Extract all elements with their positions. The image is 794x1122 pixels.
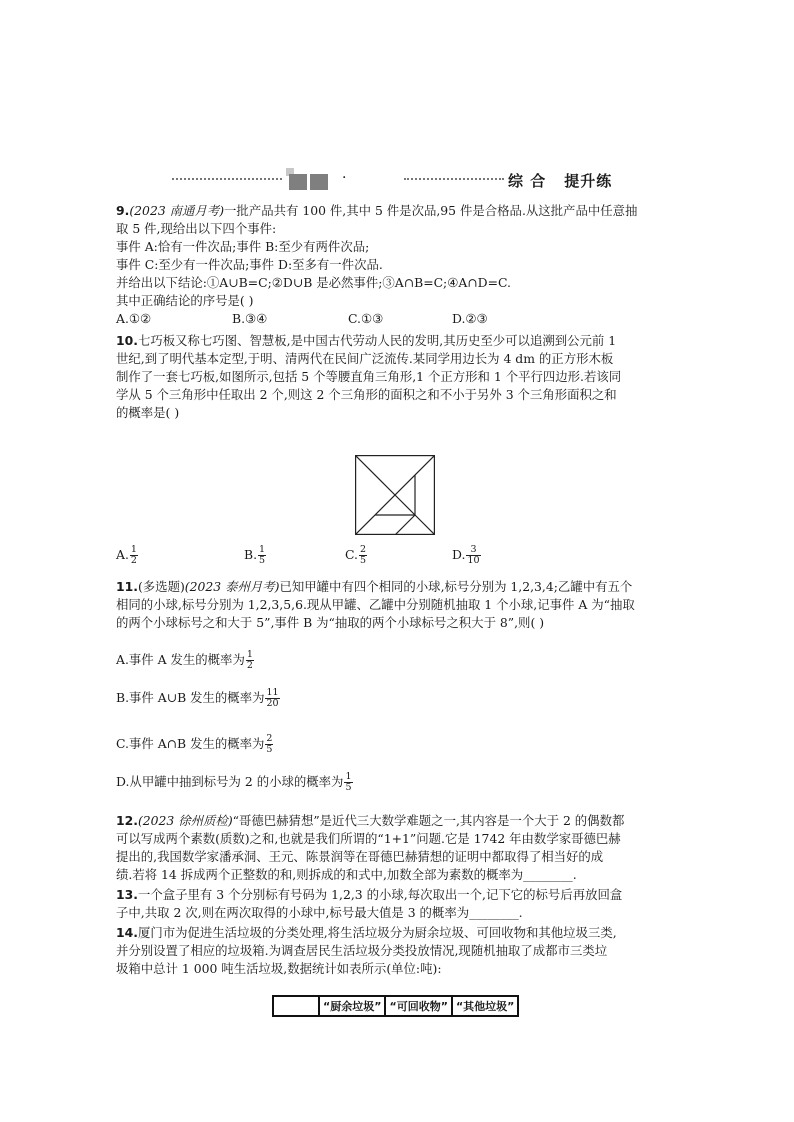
table-header-cell: “可回收物”: [385, 996, 451, 1016]
q11-choice-text: D.从甲罐中抽到标号为 2 的小球的概率为: [116, 774, 344, 789]
q9-line: 事件 A:恰有一件次品;事件 B:至少有两件次品;: [116, 239, 370, 254]
tangram-figure: [355, 455, 435, 535]
q10-choice-fraction: [258, 545, 266, 566]
q11-choice-fraction: [265, 734, 273, 755]
q10-choice-b: [244, 545, 266, 566]
q10-choice-label: D.: [452, 547, 466, 562]
q11-choice-c: [116, 734, 273, 755]
q13-line: 子中,共取 2 次,则在两次取得的小球中,标号最大值是 3 的概率为________.: [116, 905, 523, 920]
q11-source: (2023 泰州月考): [184, 579, 280, 594]
q9-line: 取 5 件,现给出以下四个事件:: [116, 221, 277, 236]
q14-number: 14.: [116, 925, 138, 940]
fraction-numerator: 1: [345, 771, 352, 782]
q10-choice-fraction: [359, 545, 367, 566]
q10-choice-fraction: [130, 545, 138, 566]
q10-choice-c: [345, 545, 367, 566]
q11-choice-text: A.事件 A 发生的概率为: [116, 652, 245, 667]
q11-number: 11.: [116, 579, 138, 594]
section-title-left: 综 合: [508, 172, 547, 190]
q14-line: [116, 924, 617, 942]
garbage-data-table: [272, 995, 519, 1017]
header-dotted-rule-right: [404, 178, 504, 180]
q11-choice-fraction: [344, 772, 352, 793]
q12-line: 绩.若将 14 拆成两个正整数的和,则拆成的和式中,加数全部为素数的概率为________.: [116, 867, 577, 882]
section-header: [172, 172, 632, 194]
q9-choice-c: C.①③: [348, 311, 384, 326]
q13-line: [116, 886, 622, 904]
q11-line: [116, 578, 632, 596]
q9-choice-a: A.①②: [116, 311, 152, 326]
q11-tag: (多选题): [137, 579, 185, 594]
q9-line: 事件 C:至少有一件次品;事件 D:至多有一件次品.: [116, 257, 383, 272]
fraction-denominator: 20: [266, 698, 279, 709]
q10-choice-a: [116, 545, 138, 566]
q14-text: 厦门市为促进生活垃圾的分类处理,将生活垃圾分为厨余垃圾、可回收物和其他垃圾三类,: [137, 925, 617, 940]
q11-choice-text: B.事件 A∪B 发生的概率为: [116, 690, 265, 705]
q14-line: 圾箱中总计 1 000 吨生活垃圾,数据统计如表所示(单位:吨):: [116, 961, 442, 976]
tangram-edge: [355, 455, 395, 495]
q11-text: 已知甲罐中有四个相同的小球,标号分别为 1,2,3,4;乙罐中有五个: [279, 579, 633, 594]
q10-line: 的概率是( ): [116, 405, 180, 420]
q12-text: “哥德巴赫猜想”是近代三大数学难题之一,其内容是一个大于 2 的偶数都: [232, 813, 625, 828]
fraction-denominator: 5: [359, 555, 367, 566]
q10-line: [116, 332, 616, 350]
fraction-denominator: 5: [345, 782, 352, 793]
fraction-numerator: 1: [130, 544, 137, 555]
section-title-right: 提升练: [564, 172, 613, 190]
fraction-denominator: 10: [467, 555, 480, 566]
q14-line: 并分别设置了相应的垃圾箱.为调查居民生活垃圾分类投放情况,现随机抽取了成都市三类垃: [116, 943, 608, 958]
q10-text: 七巧板又称七巧图、智慧板,是中国古代劳动人民的发明,其历史至少可以追溯到公元前 1: [137, 333, 617, 348]
fraction-numerator: 11: [266, 687, 279, 698]
q11-choice-a: [116, 650, 254, 671]
tangram-edge: [415, 515, 435, 535]
q9-number: 9.: [116, 203, 130, 218]
q9-line: 其中正确结论的序号是( ): [116, 293, 254, 308]
q10-choice-fraction: [466, 545, 480, 566]
fraction-numerator: 3: [466, 545, 480, 556]
q9-text: 一批产品共有 100 件,其中 5 件是次品,95 件是合格品.从这批产品中任意抽: [224, 203, 638, 218]
q13-number: 13.: [116, 887, 138, 902]
tangram-edge: [395, 515, 415, 535]
q12-source: (2023 徐州质检): [137, 813, 233, 828]
q10-choice-label: B.: [244, 547, 258, 562]
q11-choice-b: [116, 688, 280, 709]
q10-choice-d: [452, 545, 481, 566]
fraction-numerator: 2: [266, 733, 273, 744]
q11-choice-fraction: [265, 688, 279, 709]
q9-choice-b: B.③④: [232, 311, 268, 326]
q10-line: 世纪,到了明代基本定型,于明、清两代在民间广泛流传.某同学用边长为 4 dm 的正方形木板: [116, 351, 614, 366]
tangram-edge: [395, 495, 415, 515]
q12-number: 12.: [116, 813, 138, 828]
q10-line: 制作了一套七巧板,如图所示,包括 5 个等腰直角三角形,1 个正方形和 1 个平行四边形.若该同: [116, 369, 622, 384]
q11-line: 相同的小球,标号分别为 1,2,3,5,6.现从甲罐、乙罐中分别随机抽取 1 个小球,记事件 A 为“抽取: [116, 597, 635, 612]
q9-line: [116, 202, 637, 220]
table-header-cell: “厨余垃圾”: [319, 996, 385, 1016]
q10-choice-label: A.: [116, 547, 129, 562]
q13-text: 一个盒子里有 3 个分别标有号码为 1,2,3 的小球,每次取出一个,记下它的标号后再放回盒: [137, 887, 623, 902]
q12-line: 可以写成两个素数(质数)之和,也就是我们所谓的“1+1”问题.它是 1742 年由数学家哥德巴赫: [116, 831, 621, 846]
table-header-cell: “其他垃圾”: [452, 996, 518, 1016]
q9-choice-d: D.②③: [452, 311, 488, 326]
q9-source: (2023 南通月考): [129, 203, 225, 218]
table-header-cell: [273, 996, 319, 1016]
fraction-denominator: 2: [130, 555, 137, 566]
fraction-denominator: 5: [266, 744, 273, 755]
q11-line: 的两个小球标号之和大于 5”,事件 B 为“抽取的两个小球标号之积大于 8”,则( ): [116, 615, 545, 630]
header-square: [310, 174, 328, 190]
header-dot: ·: [342, 170, 347, 186]
fraction-denominator: 2: [246, 660, 253, 671]
section-title: [508, 170, 612, 191]
q9-line: 并给出以下结论:①A∪B=C;②D∪B 是必然事件;③A∩B=C;④A∩D=C.: [116, 275, 511, 290]
q11-choice-text: C.事件 A∩B 发生的概率为: [116, 736, 265, 751]
q11-choice-d: [116, 772, 353, 793]
q10-choice-label: C.: [345, 547, 358, 562]
q12-line: 提出的,我国数学家潘承洞、王元、陈景润等在哥德巴赫猜想的证明中都取得了相当好的成: [116, 849, 604, 864]
fraction-denominator: 5: [259, 555, 266, 566]
header-square: [289, 174, 307, 190]
q11-choice-fraction: [246, 650, 254, 671]
fraction-numerator: 1: [246, 649, 253, 660]
fraction-numerator: 1: [259, 544, 266, 555]
header-dotted-rule-left: [172, 178, 282, 180]
q10-line: 学从 5 个三角形中任取出 2 个,则这 2 个三角形的面积之和不小于另外 3 个三角形面积之和: [116, 387, 617, 402]
fraction-numerator: 2: [359, 544, 367, 555]
q12-line: [116, 812, 624, 830]
table-header-row: [273, 996, 518, 1016]
q10-number: 10.: [116, 333, 138, 348]
